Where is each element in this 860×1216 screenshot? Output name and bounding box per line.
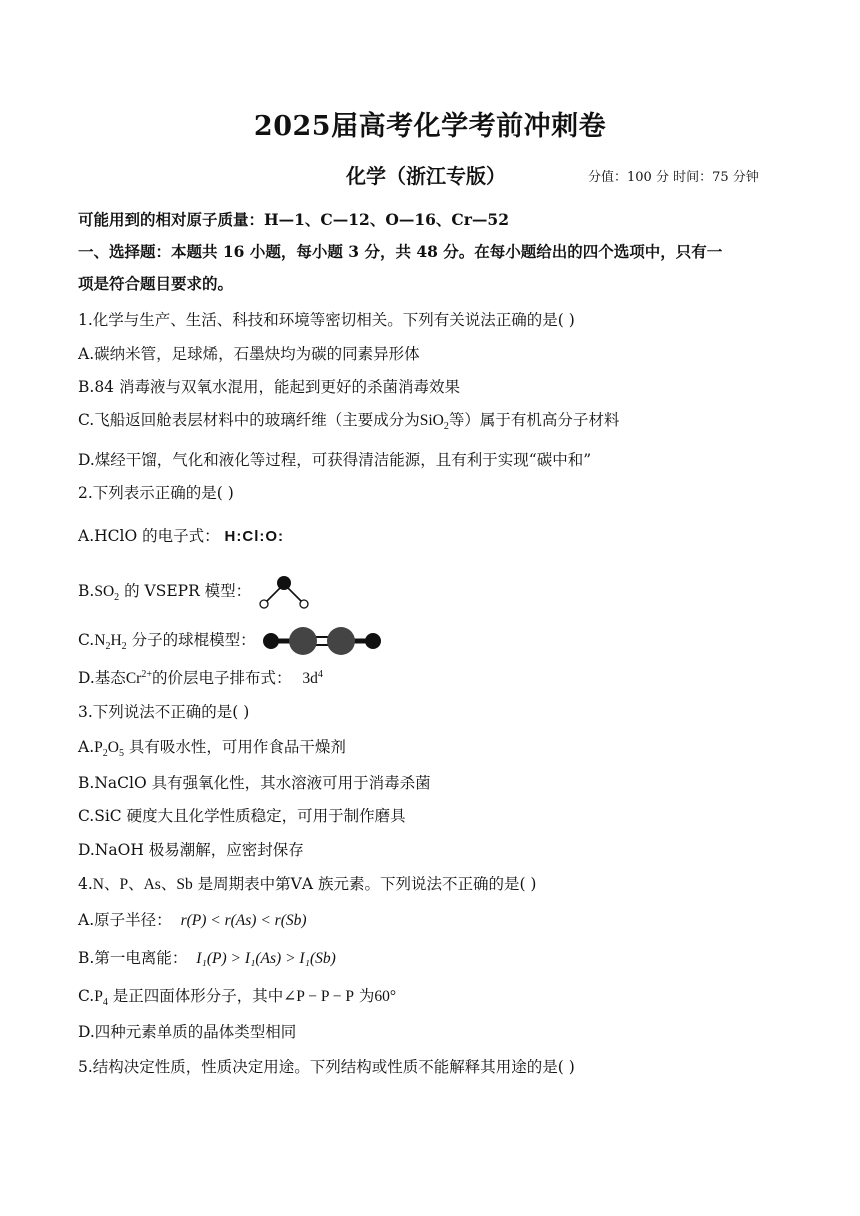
exam-subtitle: 化学（浙江专版） — [346, 164, 506, 188]
hclo-electron-formula: H:Cl:O: — [224, 528, 285, 545]
sio2-formula: SiO$_2$ — [419, 412, 449, 433]
q1-option-c — [78, 408, 619, 432]
q1-option-c-pre: C.飞船返回舱表层材料中的玻璃纤维（主要成分为 — [78, 411, 420, 429]
q2-stem: 2.下列表示正确的是( ) — [78, 484, 234, 502]
q2-option-c: $C.N_2H_2$ 分子的球棍模型： — [78, 624, 385, 658]
q4-option-d: D.四种元素单质的晶体类型相同 — [78, 1023, 297, 1041]
q3-stem: 3.下列说法不正确的是( ) — [78, 703, 250, 721]
q1-option-c-post: 等）属于有机高分子材料 — [448, 411, 620, 429]
so2-vsepr-model-icon — [256, 574, 316, 610]
q1-option-a: A.碳纳米管，足球烯，石墨炔均为碳的同素异形体 — [78, 345, 420, 363]
n2h2-ball-stick-model-icon — [261, 624, 385, 658]
q4-option-b: B.第一电离能： I₁(P) > I₁(As) > I₁(Sb) — [78, 949, 336, 967]
q1-option-d: D.煤经干馏，气化和液化等过程，可获得清洁能源，且有利于实现“碳中和” — [78, 451, 592, 469]
q2-option-a: A.HClO 的电子式： H:Cl:O: — [78, 527, 285, 545]
exam-meta: 分值：100 分 时间：75 分钟 — [588, 170, 759, 185]
q4-stem: 4.N、P、As、Sb 是周期表中第ⅤA 族元素。下列说法不正确的是( ) — [78, 875, 537, 893]
q2-option-b: $B.SO_2$ 的 VSEPR 模型： — [78, 574, 316, 610]
q2-option-d: D.基态$Cr^{2+}$的价层电子排布式： $3d^4$ — [78, 668, 323, 687]
section1-instructions-line2: 项是符合题目要求的。 — [78, 274, 234, 293]
q1-option-b: B.84 消毒液与双氧水混用，能起到更好的杀菌消毒效果 — [78, 378, 460, 396]
q3-option-b: B.NaClO 具有强氧化性，其水溶液可用于消毒杀菌 — [78, 774, 431, 792]
q1-stem: 1.化学与生产、生活、科技和环境等密切相关。下列有关说法正确的是( ) — [78, 311, 575, 329]
q5-stem: 5.结构决定性质，性质决定用途。下列结构或性质不能解释其用途的是( ) — [78, 1058, 575, 1076]
q4-option-c: $C.P_4$ 是正四面体形分子，其中∠P − P − P 为60° — [78, 987, 397, 1009]
exam-title: 2025届高考化学考前冲刺卷 — [253, 111, 607, 142]
atomic-masses: 可能用到的相对原子质量：H—1、C—12、O—16、Cr—52 — [78, 210, 509, 229]
q3-option-a: $A.P_2O_5$ 具有吸水性，可用作食品干燥剂 — [78, 738, 346, 760]
section1-instructions-line1: 一、选择题：本题共 16 小题，每小题 3 分，共 48 分。在每小题给出的四个选项中，只有一 — [78, 242, 723, 261]
q3-option-c: C.SiC 硬度大且化学性质稳定，可用于制作磨具 — [78, 807, 406, 825]
q3-option-d: D.NaOH 极易潮解，应密封保存 — [78, 841, 304, 859]
q4-option-a: A.原子半径： r(P) < r(As) < r(Sb) — [78, 911, 307, 929]
